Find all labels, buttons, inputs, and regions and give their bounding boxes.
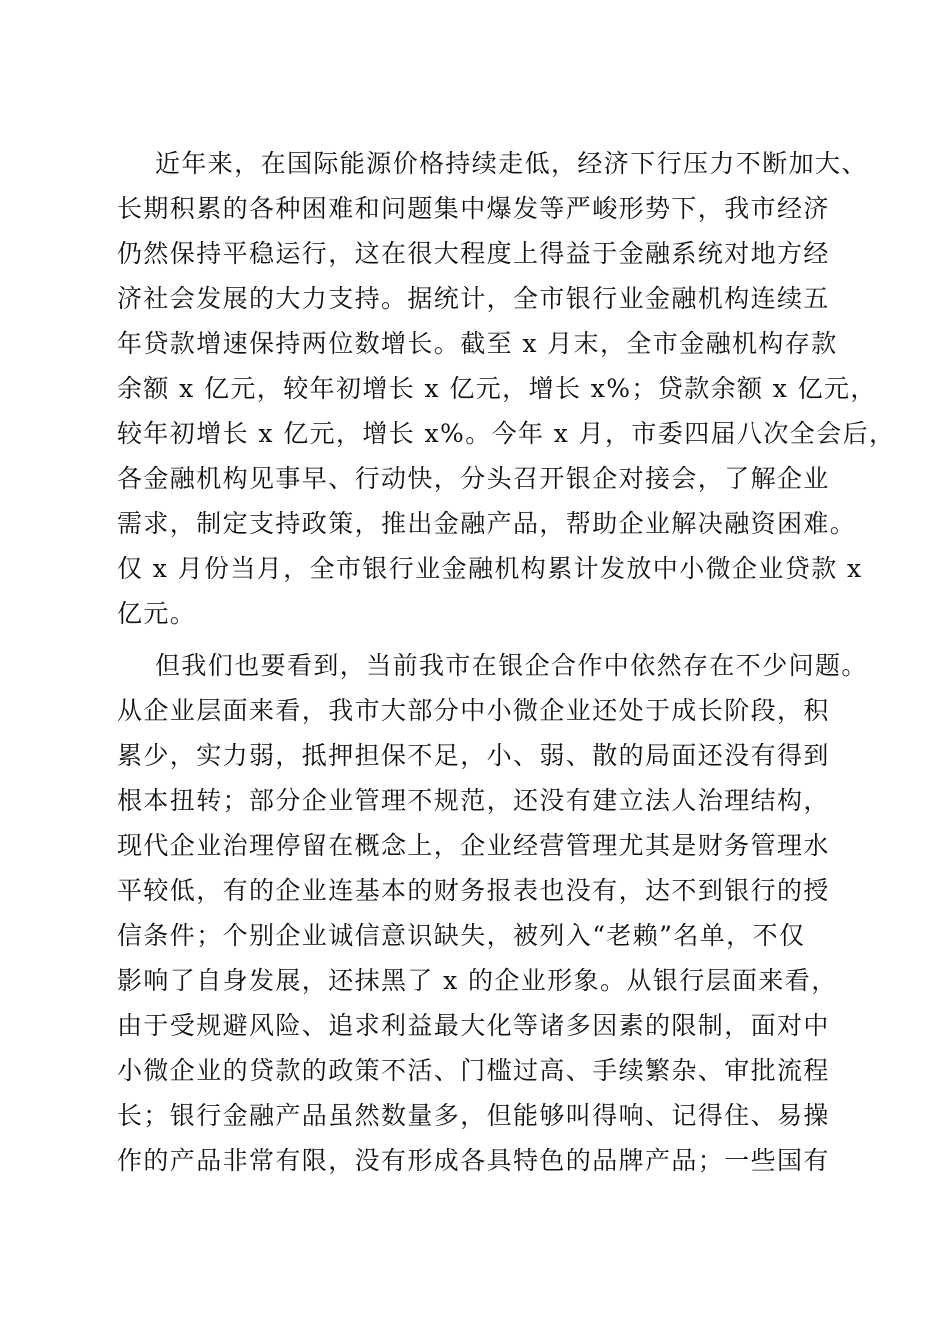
text-line: 累少，实力弱，抵押担保不足，小、弱、散的局面还没有得到: [117, 741, 830, 770]
text-line: 仅 x 月份当月，全市银行业金融机构累计发放中小微企业贷款 x: [117, 554, 863, 583]
text-line: 余额 x 亿元，较年初增长 x 亿元，增长 x%；贷款余额 x 亿元，: [117, 374, 877, 403]
text-line: 济社会发展的大力支持。据统计，全市银行业金融机构连续五: [117, 284, 830, 313]
text-line: 长；银行金融产品虽然数量多，但能够叫得响、记得住、易操: [117, 1101, 830, 1130]
text-line: 信条件；个别企业诚信意识缺失，被列入“老赖”名单，不仅: [117, 921, 806, 950]
text-line: 平较低，有的企业连基本的财务报表也没有，达不到银行的授: [117, 876, 830, 905]
text-line: 近年来，在国际能源价格持续走低，经济下行压力不断加大、: [155, 149, 868, 178]
paragraph-1: [117, 141, 896, 636]
text-line: 影响了自身发展，还抹黑了 x 的企业形象。从银行层面来看，: [117, 966, 838, 995]
text-line: 根本扭转；部分企业管理不规范，还没有建立法人治理结构，: [117, 786, 830, 815]
paragraph-gap: [117, 636, 857, 643]
paragraph-2: [117, 643, 868, 1183]
text-line: 小微企业的贷款的政策不活、门槛过高、手续繁杂、审批流程: [117, 1056, 830, 1085]
text-line: 较年初增长 x 亿元，增长 x%。今年 x 月，市委四届八次全会后，: [117, 419, 896, 448]
text-line: 但我们也要看到，当前我市在银企合作中依然存在不少问题。: [155, 651, 868, 680]
text-line: 作的产品非常有限，没有形成各具特色的品牌产品；一些国有: [117, 1146, 830, 1175]
text-line: 从企业层面来看，我市大部分中小微企业还处于成长阶段，积: [117, 696, 830, 725]
text-line: 各金融机构见事早、行动快，分头召开银企对接会，了解企业: [117, 464, 830, 493]
text-line: 由于受规避风险、追求利益最大化等诸多因素的限制，面对中: [117, 1011, 830, 1040]
text-line: 亿元。: [117, 599, 197, 628]
text-line: 仍然保持平稳运行，这在很大程度上得益于金融系统对地方经: [117, 239, 830, 268]
text-line: 长期积累的各种困难和问题集中爆发等严峻形势下，我市经济: [117, 194, 830, 223]
text-line: 年贷款增速保持两位数增长。截至 x 月末，全市金融机构存款: [117, 329, 838, 358]
text-line: 现代企业治理停留在概念上，企业经营管理尤其是财务管理水: [117, 831, 830, 860]
document-body: [117, 141, 896, 1183]
text-line: 需求，制定支持政策，推出金融产品，帮助企业解决融资困难。: [117, 509, 857, 538]
